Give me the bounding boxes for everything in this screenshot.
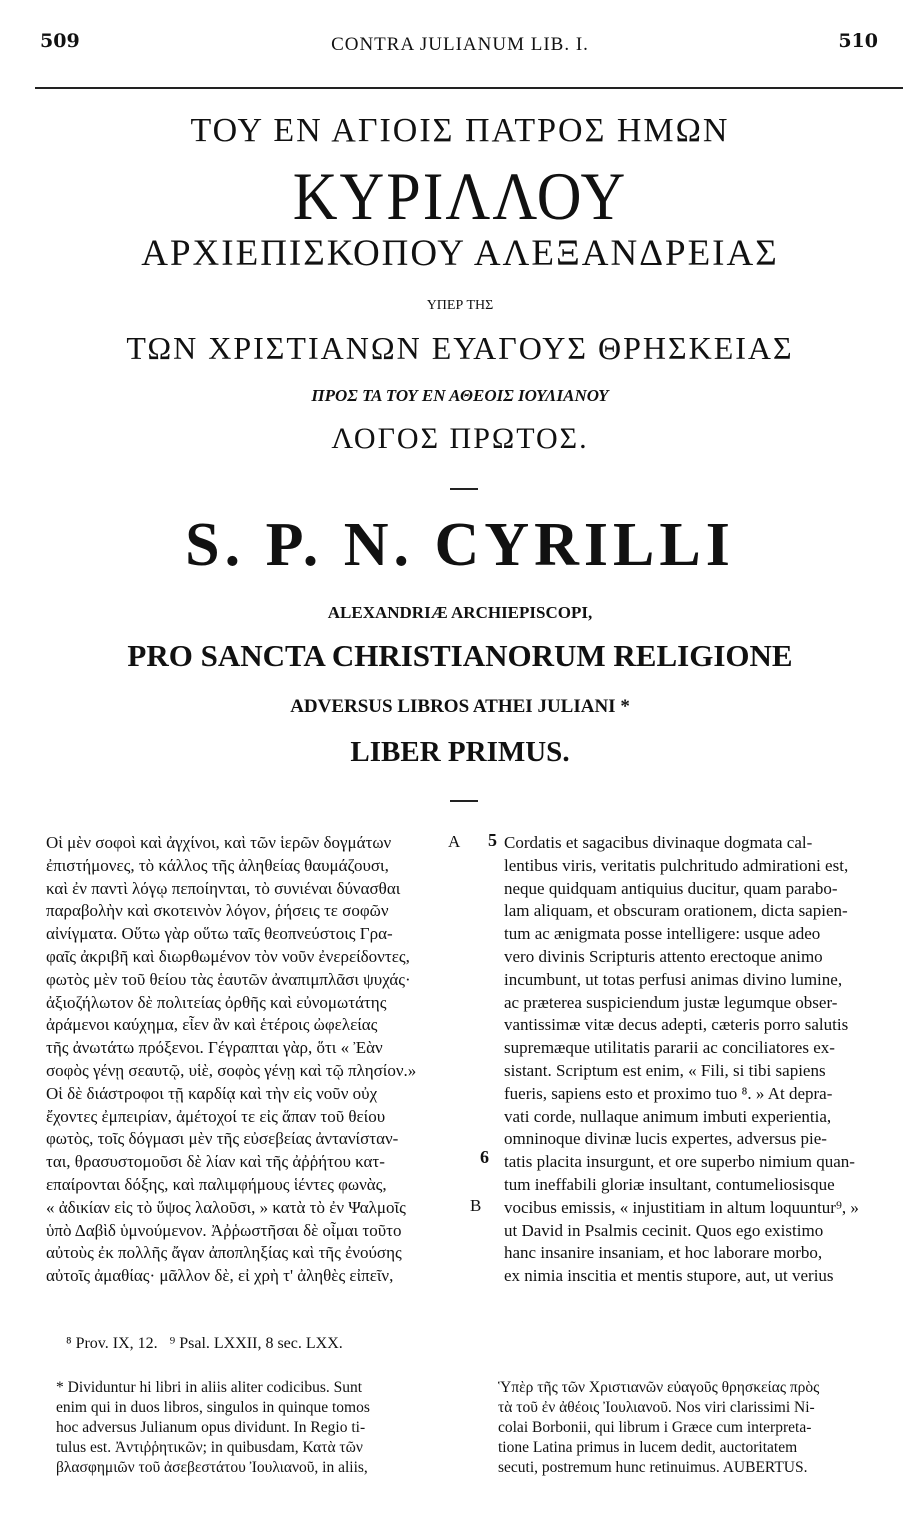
greek-title-name: ΚΥΡΙΛΛΟΥ <box>292 159 628 235</box>
latin-line: tum ineffabili gloriæ insultant, contumeliosisque <box>504 1174 835 1194</box>
scripture-citations: ⁸ Prov. IX, 12. ⁹ Psal. LXXII, 8 sec. LXX. <box>66 1335 343 1352</box>
footnote-line: colai Borbonii, qui librum i Græce cum interpreta- <box>498 1419 812 1436</box>
margin-number-6: 6 <box>480 1147 489 1167</box>
latin-title-name: S. P. N. CYRILLI <box>185 511 735 579</box>
greek-line: παραβολὴν καὶ σκοτεινὸν λόγον, ῥήσεις τε σοφῶν <box>46 901 389 921</box>
latin-line: tum ac ænigmata posse intelligere: usque adeo <box>504 924 821 944</box>
margin-letter-b: B <box>470 1196 482 1215</box>
greek-line: αὐτοὺς ἐκ πολλῆς ἄγαν ἀποπληξίας καὶ τῆς ἐνούσης <box>46 1243 402 1263</box>
latin-line: tatis placita insurgunt, et ore superbo nimium quan- <box>504 1152 855 1172</box>
greek-line: Οἱ δὲ διάστροφοι τῇ καρδίᾳ καὶ τὴν εἰς νοῦν οὐχ <box>46 1083 378 1103</box>
footnote-left <box>56 1378 456 1478</box>
greek-line: φαῖς ἀκριβῆ καὶ διωρθωμένον τὸν νοῦν ἐνερείδοντες, <box>46 946 410 966</box>
latin-text-column <box>504 832 904 1288</box>
footnote-line: enim qui in duos libros, singulos in quinque tomos <box>56 1399 370 1416</box>
page-number-right: 510 <box>838 30 878 52</box>
footnote-line: tione Latina primus in lucem dedit, auctoritatem <box>498 1439 798 1456</box>
greek-line: αὐτοῖς ἀμαθίας· μᾶλλον δὲ, εἰ χρὴ τ' ἀληθὲς εἰπεῖν, <box>46 1266 394 1286</box>
margin-letter-a: A <box>448 832 461 851</box>
greek-line: καὶ ἐν παντὶ λόγῳ πεποίηνται, τὸ συνιέναι δύνασθαι <box>46 878 401 898</box>
latin-title-line4: ADVERSUS LIBROS ATHEI JULIANI * <box>290 696 630 717</box>
greek-title-line4: ΥΠΕΡ ΤΗΣ <box>426 298 494 313</box>
latin-line: lentibus viris, veritatis pulchritudo admirationi est, <box>504 855 849 875</box>
latin-line: fueris, sapiens esto et proximo tuo ⁸. » At depra- <box>504 1083 833 1103</box>
greek-line: φωτὸς μὲν τοῦ θείου τὰς ἑαυτῶν ἀναπιμπλᾶσι ψυχάς· <box>46 969 411 989</box>
footnote-line: tulus est. Ἀντιῤῥητικῶν; in quibusdam, Κατὰ τῶν <box>56 1439 363 1456</box>
footnote-line: secuti, postremum hunc retinuimus. AUBERTUS. <box>498 1459 808 1476</box>
margin-number-5: 5 <box>488 830 497 850</box>
latin-title-line5: LIBER PRIMUS. <box>350 736 570 768</box>
greek-line: ἀράμενοι καύχημα, εἶεν ἂν καὶ ἑτέροις ὠφελείας <box>46 1015 378 1035</box>
latin-line: incumbunt, ut totas perfusi animas divino lumine, <box>504 969 843 989</box>
title-dash-2 <box>450 800 478 802</box>
latin-line: vati corde, nullaque animum imbuti experientia, <box>504 1106 832 1126</box>
latin-line: supremæque utilitatis pararii ac conciliatores ex- <box>504 1038 835 1058</box>
latin-line: hanc insanire insaniam, et hoc laborare morbo, <box>504 1243 823 1263</box>
greek-line: ἀξιοζήλωτον δὲ πολιτείας ὀρθῆς καὶ εὐνομωτάτης <box>46 992 387 1012</box>
latin-line: sistant. Scriptum est enim, « Fili, si tibi sapiens <box>504 1060 826 1080</box>
greek-line: ται, θρασυστομοῦσι δὲ λίαν καὶ τῆς ἀῤῥήτου κατ- <box>46 1152 385 1172</box>
greek-line: ἔχοντες ἐμπειρίαν, ἀμέτοχοί τε εἰς ἅπαν τοῦ θείου <box>46 1106 386 1126</box>
footnote-line: Ὑπὲρ τῆς τῶν Χριστιανῶν εὐαγοῦς θρησκείας πρὸς <box>498 1379 820 1396</box>
latin-line: vantissimæ vitæ decus adepti, cæteris porro salutis <box>504 1015 849 1035</box>
greek-line: « ἀδικίαν εἰς τὸ ὕψος λαλοῦσι, » κατὰ τὸ ἐν Ψαλμοῖς <box>46 1197 406 1217</box>
latin-line: lam aliquam, et obscuram orationem, dicta sapien- <box>504 901 848 921</box>
running-title: CONTRA JULIANUM LIB. I. <box>331 34 589 55</box>
latin-line: ac præterea suspiciendum justæ legumque obser- <box>504 992 838 1012</box>
greek-title-line6: ΠΡΟΣ ΤΑ ΤΟΥ ΕΝ ΑΘΕΟΙΣ ΙΟΥΛΙΑΝΟΥ <box>311 386 609 405</box>
greek-line: ἐπιστήμονες, τὸ κάλλος τῆς ἀληθείας θαυμάζουσι, <box>46 855 389 875</box>
latin-line: neque quidquam antiquius ducitur, quam parabo- <box>504 878 838 898</box>
footnote-line: hoc adversus Julianum opus dividunt. In Regio ti- <box>56 1419 366 1436</box>
greek-line: Οἱ μὲν σοφοὶ καὶ ἀγχίνοι, καὶ τῶν ἱερῶν δογμάτων <box>46 833 392 852</box>
latin-line: omninoque divinæ lucis expertes, adversus pie- <box>504 1129 827 1149</box>
footnote-line: βλασφημιῶν τοῦ ἀσεβεστάτου Ἰουλιανοῦ, in aliis, <box>56 1459 368 1476</box>
greek-line: ὑπὸ Δαβὶδ ὑμνούμενον. Ἀῤῥωστῆσαι δὲ οἶμαι τοῦτο <box>46 1220 402 1240</box>
greek-title-line7: ΛΟΓΟΣ ΠΡΩΤΟΣ. <box>331 422 589 455</box>
latin-line: ex nimia inscitia et mentis stupore, aut, ut verius <box>504 1266 834 1286</box>
header-rule <box>35 87 903 89</box>
greek-title-line3: ΑΡΧΙΕΠΙΣΚΟΠΟΥ ΑΛΕΞΑΝΔΡΕΙΑΣ <box>141 233 779 274</box>
greek-text-column <box>46 832 446 1288</box>
latin-line: ut David in Psalmis cecinit. Quos ego existimo <box>504 1220 824 1240</box>
footnote-right <box>498 1378 898 1478</box>
latin-line: vero divinis Scripturis attento erectoque animo <box>504 946 823 966</box>
greek-title-line5: ΤΩΝ ΧΡΙΣΤΙΑΝΩΝ ΕΥΑΓΟΥΣ ΘΡΗΣΚΕΙΑΣ <box>126 330 794 366</box>
footnote-line: * Dividuntur hi libri in aliis aliter codicibus. Sunt <box>56 1379 363 1396</box>
title-dash-1 <box>450 488 478 490</box>
latin-title-line3: PRO SANCTA CHRISTIANORUM RELIGIONE <box>127 638 793 673</box>
greek-line: αἰνίγματα. Οὕτω γὰρ οὕτω ταῖς θεοπνεύστοις Γρα- <box>46 924 393 944</box>
latin-title-line2: ALEXANDRIÆ ARCHIEPISCOPI, <box>327 603 593 622</box>
greek-line: φωτὸς, τοῖς δόγμασι μὲν τῆς εὐσεβείας ἀντανίσταν- <box>46 1129 399 1149</box>
greek-line: σοφὸς γένῃ σεαυτῷ, υἱὲ, σοφὸς γένῃ καὶ τῷ πλησίον.» <box>46 1060 417 1080</box>
greek-title-line1: ΤΟΥ ΕΝ ΑΓΙΟΙΣ ΠΑΤΡΟΣ ΗΜΩΝ <box>190 112 730 149</box>
latin-line: Cordatis et sagacibus divinaque dogmata cal- <box>504 833 813 852</box>
footnote-line: τὰ τοῦ ἐν ἀθέοις Ἰουλιανοῦ. Nos viri clarissimi Ni- <box>498 1399 815 1416</box>
greek-line: τῆς ἀνωτάτω πρόξενοι. Γέγραπται γὰρ, ὅτι « Ἐὰν <box>46 1038 383 1058</box>
greek-line: επαίρονται δόξης, καὶ παλιμφήμους ἱέντες φωνὰς, <box>46 1174 387 1194</box>
page-number-left: 509 <box>40 30 80 52</box>
latin-line: vocibus emissis, « injustitiam in altum loquuntur⁹, » <box>504 1197 859 1217</box>
